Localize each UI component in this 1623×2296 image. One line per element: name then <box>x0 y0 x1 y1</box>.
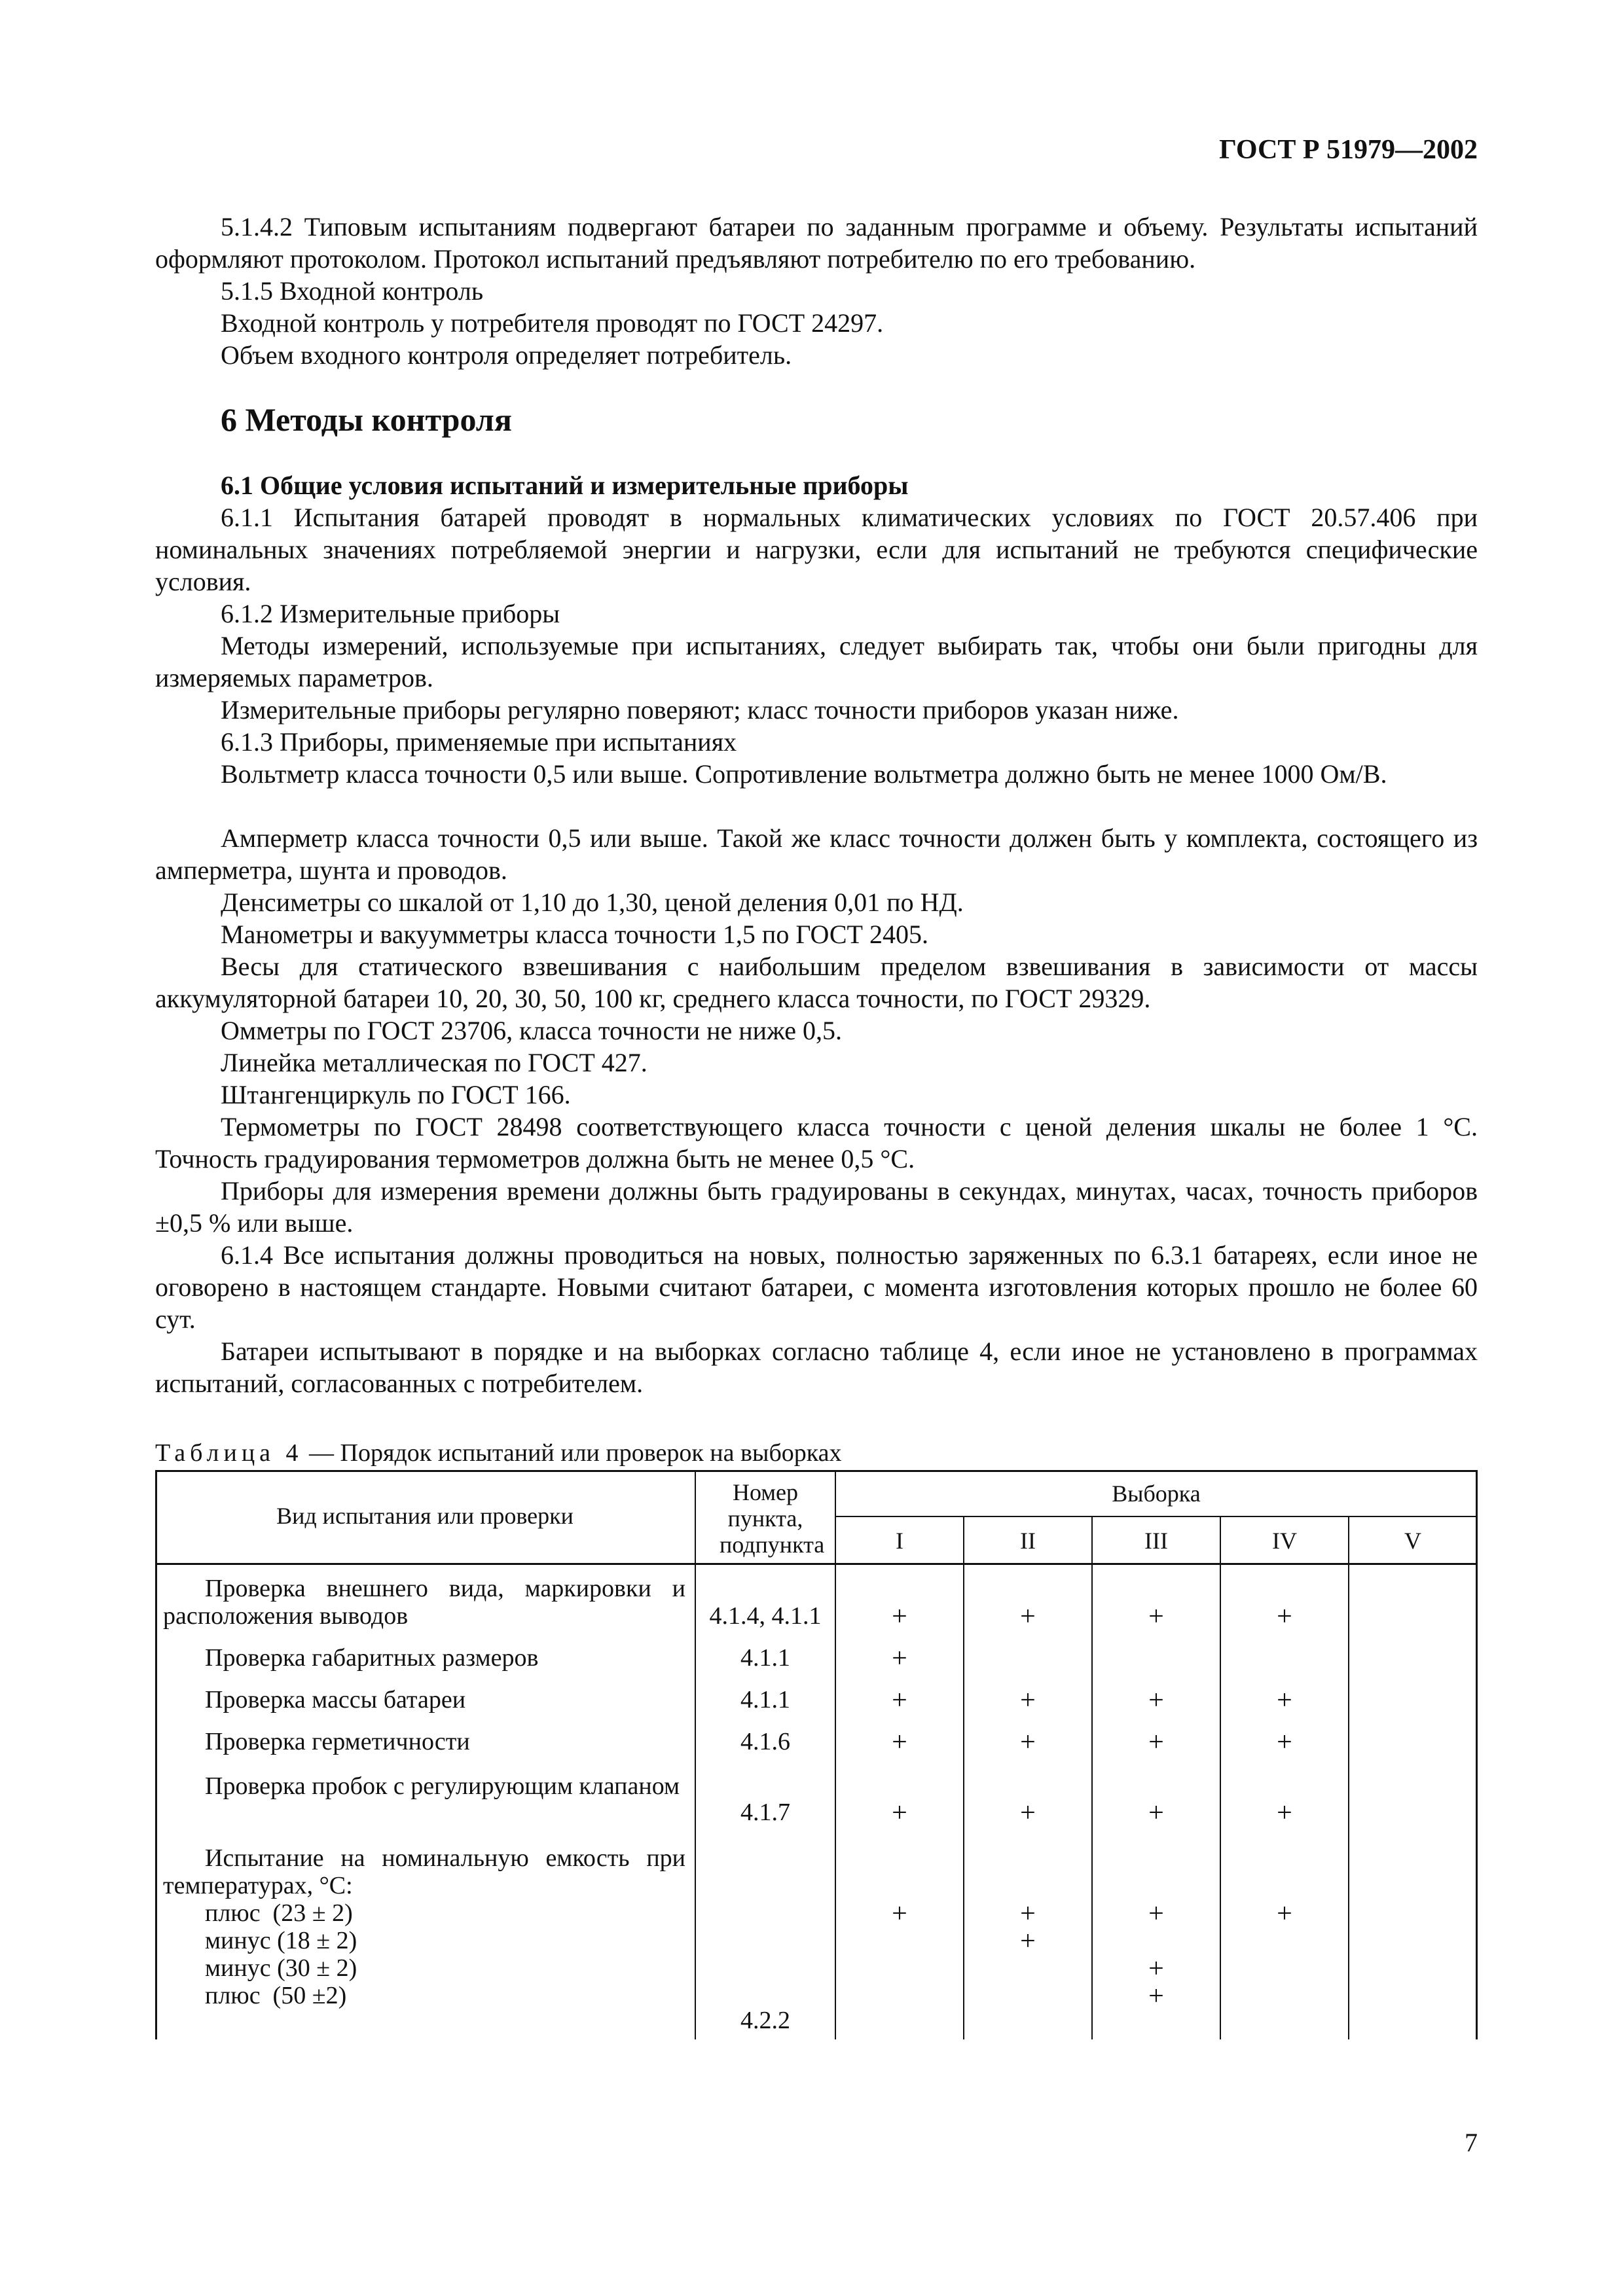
capacity-mark: + <box>1020 1899 1036 1929</box>
row-mark: + <box>1277 1602 1292 1632</box>
capacity-mark: + <box>1277 1899 1292 1929</box>
row-mark: + <box>892 1727 907 1757</box>
sample-header-1: I <box>896 1528 903 1554</box>
subsection-heading: 6.1 Общие условия испытаний и измерительные приборы <box>221 471 909 500</box>
row-name: Проверка пробок с регулирующим клапаном <box>205 1772 680 1800</box>
line-6-1-2b: Измерительные приборы регулярно поверяют; класс точности приборов указан ниже. <box>221 695 1179 725</box>
table-caption-text: — Порядок испытаний или проверок на выборках <box>302 1439 842 1467</box>
para-voltmeter: Вольтметр класса точности 0,5 или выше. Сопротивление вольтметра должно быть не менее 1000 Ом/В. <box>221 759 1387 789</box>
col-header-sample: Выборка <box>1112 1480 1201 1507</box>
row-mark: + <box>1148 1798 1164 1828</box>
row-clause: 4.1.7 <box>740 1799 790 1826</box>
capacity-temp: плюс (23 ± 2) <box>205 1899 353 1927</box>
sample-header-4: IV <box>1272 1528 1297 1554</box>
para-ammeter: Амперметр класса точности 0,5 или выше. Такой же класс точности должен быть у комплекта, состоящего из амперметра, шунта и проводов. <box>155 823 1478 885</box>
capacity-clause: 4.2.2 <box>740 2007 790 2034</box>
sample-header-3: III <box>1144 1528 1168 1554</box>
line-6-1-2: 6.1.2 Измерительные приборы <box>221 599 560 628</box>
standard-id: ГОСТ Р 51979—2002 <box>1219 135 1478 165</box>
sample-header-5: V <box>1404 1528 1421 1554</box>
row-mark: + <box>892 1685 907 1715</box>
capacity-title: Испытание на номинальную емкость при температурах, °С: <box>163 1844 685 1899</box>
row-mark: + <box>1020 1798 1036 1828</box>
section-heading: 6 Методы контроля <box>221 401 512 438</box>
capacity-mark: + <box>1148 1899 1164 1929</box>
para-6-1-2a: Методы измерений, используемые при испытаниях, следует выбирать так, чтобы они были пригодны для измеряемых параметров. <box>155 631 1478 692</box>
para-6-1-4b: Батареи испытывают в порядке и на выборках согласно таблице 4, если иное не установлено в программах испытаний, согласованных с потребителем. <box>155 1336 1478 1398</box>
para-6-1-4: 6.1.4 Все испытания должны проводиться на новых, полностью заряженных по 6.3.1 батареях, если иное не оговорено в настоящем стандарте. Новыми считают батареи, с момента изготовления которых прошло не более 60 сут. <box>155 1240 1478 1334</box>
para-scales: Весы для статического взвешивания с наибольшим пределом взвешивания в зависимости от массы аккумуляторной батареи 10, 20, 30, 50, 100 кг, среднего класса точности, по ГОСТ 29329. <box>155 952 1478 1013</box>
row-name: Проверка внешнего вида, маркировки и расположения выводов <box>163 1575 685 1630</box>
capacity-temp: минус (18 ± 2) <box>205 1927 357 1954</box>
sample-header-2: II <box>1020 1528 1036 1554</box>
capacity-mark: + <box>892 1899 907 1929</box>
line-ohmmeter: Омметры по ГОСТ 23706, класса точности не ниже 0,5. <box>221 1016 842 1045</box>
table-4 <box>155 1470 1478 2039</box>
para-thermometer: Термометры по ГОСТ 28498 соответствующего класса точности с ценой деления шкалы не более 1 °С. Точность градуирования термометров должна быть не менее 0,5 °С. <box>155 1112 1478 1174</box>
capacity-mark: + <box>1148 1954 1164 1984</box>
line-densimeter: Денсиметры со шкалой от 1,10 до 1,30, ценой деления 0,01 по НД. <box>221 888 964 917</box>
row-mark: + <box>892 1602 907 1632</box>
line-ruler: Линейка металлическая по ГОСТ 427. <box>221 1048 647 1077</box>
row-mark: + <box>1148 1727 1164 1757</box>
row-mark: + <box>1148 1602 1164 1632</box>
capacity-temp: минус (30 ± 2) <box>205 1954 357 1982</box>
row-name: Проверка габаритных размеров <box>205 1644 539 1672</box>
row-name: Проверка массы батареи <box>205 1686 466 1713</box>
table-caption <box>155 1439 842 1467</box>
row-mark: + <box>1020 1727 1036 1757</box>
row-mark: + <box>892 1798 907 1828</box>
col-header-clause: Номер пункта, подпункта <box>720 1479 825 1558</box>
row-name: Проверка герметичности <box>205 1728 470 1755</box>
row-mark: + <box>892 1643 907 1674</box>
capacity-mark: + <box>1148 1981 1164 2011</box>
line-5-1-5: 5.1.5 Входной контроль <box>221 276 484 306</box>
line-6-1-3: 6.1.3 Приборы, применяемые при испытаниях <box>221 727 737 757</box>
table-caption-prefix: Таблица 4 <box>155 1439 303 1467</box>
page-number: 7 <box>1465 2128 1478 2157</box>
row-clause: 4.1.1 <box>740 1686 790 1713</box>
row-mark: + <box>1277 1685 1292 1715</box>
row-clause: 4.1.4, 4.1.1 <box>709 1602 822 1630</box>
line-manometer: Манометры и вакуумметры класса точности 1,5 по ГОСТ 2405. <box>221 920 928 949</box>
row-mark: + <box>1148 1685 1164 1715</box>
row-mark: + <box>1277 1798 1292 1828</box>
line-5-1-5b: Объем входного контроля определяет потребитель. <box>221 340 792 370</box>
row-mark: + <box>1020 1602 1036 1632</box>
row-mark: + <box>1020 1685 1036 1715</box>
row-mark: + <box>1277 1727 1292 1757</box>
col-header-test: Вид испытания или проверки <box>276 1503 574 1529</box>
line-caliper: Штангенциркуль по ГОСТ 166. <box>221 1080 571 1109</box>
line-5-1-5a: Входной контроль у потребителя проводят по ГОСТ 24297. <box>221 308 884 338</box>
row-clause: 4.1.1 <box>740 1644 790 1672</box>
capacity-mark: + <box>1020 1926 1036 1956</box>
capacity-temp: плюс (50 ±2) <box>205 1982 347 2009</box>
row-clause: 4.1.6 <box>740 1728 790 1755</box>
para-5-1-4-2: 5.1.4.2 Типовым испытаниям подвергают батареи по заданным программе и объему. Результаты испытаний оформляют протоколом. Протокол испытаний предъявляют потребителю по его требованию. <box>155 212 1478 274</box>
para-timer: Приборы для измерения времени должны быть градуированы в секундах, минутах, часах, точность приборов ±0,5 % или выше. <box>155 1176 1478 1238</box>
para-6-1-1: 6.1.1 Испытания батарей проводят в нормальных климатических условиях по ГОСТ 20.57.406 при номинальных значениях потребляемой энергии и нагрузки, если для испытаний не требуются специфические условия. <box>155 503 1478 596</box>
